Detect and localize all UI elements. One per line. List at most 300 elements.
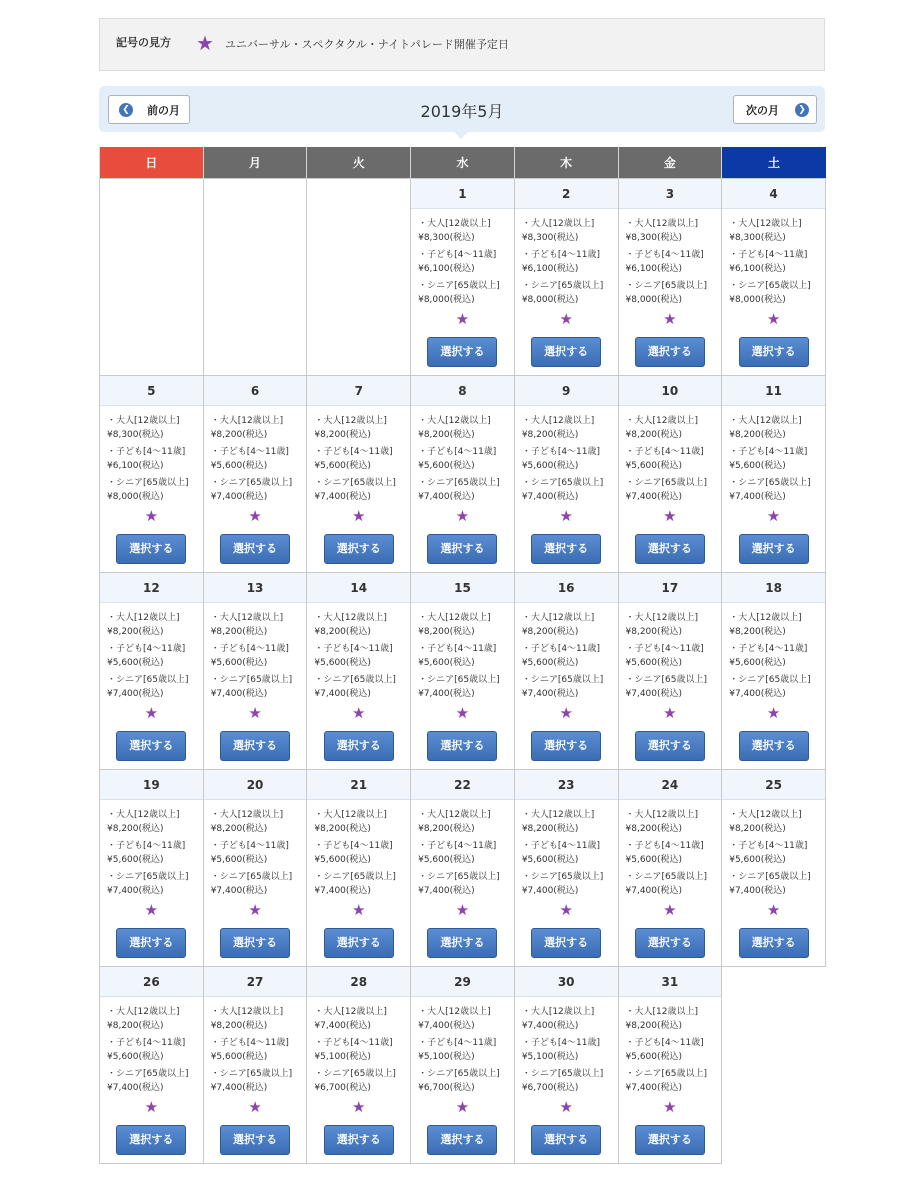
select-date-button[interactable]: 選択する [531,337,601,367]
adult-price-group [211,1005,301,1033]
senior-label: ・シニア[65歳以上] [729,280,811,291]
price-list [515,603,618,701]
adult-price-group [522,217,612,245]
star-icon: ★ [248,1097,262,1116]
senior-price: ¥7,400(税込) [210,491,268,502]
select-date-button[interactable]: 選択する [531,1125,601,1155]
child-price-group [107,445,197,473]
star-icon: ★ [766,506,781,525]
select-date-button[interactable]: 選択する [427,1125,497,1155]
select-date-button[interactable]: 選択する [739,731,809,761]
select-date-button[interactable]: 選択する [635,534,705,564]
day-number: 24 [619,770,722,800]
child-price-group [211,642,301,670]
calendar-week-row [100,572,826,769]
price-list [100,800,203,898]
select-date-button[interactable]: 選択する [116,1125,186,1155]
day-cell [100,375,204,572]
price-list [722,603,825,701]
select-date-button[interactable]: 選択する [531,731,601,761]
senior-price: ¥6,700(税込) [418,1082,475,1093]
adult-price-group [522,1005,612,1033]
star-icon: ★ [559,703,573,722]
calendar-table [99,147,826,1164]
adult-price: ¥8,300(税込) [729,232,786,243]
child-price-group [211,839,301,867]
child-price-group [522,1036,612,1064]
day-cell [722,572,826,769]
select-date-button[interactable]: 選択する [635,337,705,367]
price-list [307,406,410,504]
child-price: ¥6,100(税込) [107,460,164,471]
adult-price-group [626,217,716,245]
day-cell [722,375,826,572]
star-icon: ★ [455,900,470,919]
adult-label: ・大人[12歳以上] [521,415,595,426]
child-price: ¥5,600(税込) [729,854,786,865]
child-price-group [418,839,508,867]
child-price: ¥5,600(税込) [107,1051,164,1062]
day-cell [307,572,411,769]
senior-price-group [418,870,508,898]
adult-price: ¥8,300(税込) [418,232,475,243]
day-number: 21 [307,770,410,800]
star-icon: ★ [248,506,262,525]
next-month-button[interactable] [733,95,817,124]
adult-price-group [418,217,508,245]
select-date-button[interactable]: 選択する [116,928,186,958]
day-number: 4 [722,179,825,209]
adult-price: ¥7,400(税込) [314,1020,371,1031]
adult-price-group [626,808,716,836]
select-date-button[interactable]: 選択する [427,337,497,367]
adult-label: ・大人[12歳以上] [418,415,491,426]
child-price-group [729,445,819,473]
select-date-button[interactable]: 選択する [116,534,186,564]
senior-label: ・シニア[65歳以上] [107,477,189,488]
day-cell [514,375,618,572]
senior-price: ¥6,700(税込) [521,1082,579,1093]
adult-price-group [522,414,612,442]
price-list [619,406,722,504]
day-number: 20 [204,770,307,800]
adult-price-group [418,414,508,442]
senior-price-group [729,476,819,504]
senior-price-group [626,1067,716,1095]
child-price: ¥5,600(税込) [625,854,683,865]
day-cell [203,572,307,769]
month-navigation [99,86,825,132]
select-date-button[interactable]: 選択する [324,1125,394,1155]
senior-price-group [626,279,716,307]
day-number: 7 [307,376,410,406]
day-number: 26 [100,967,203,997]
day-cell [307,769,411,966]
adult-label: ・大人[12歳以上] [314,809,387,820]
senior-price: ¥8,000(税込) [521,294,579,305]
senior-label: ・シニア[65歳以上] [729,477,811,488]
star-icon: ★ [352,1097,366,1116]
day-number: 22 [411,770,514,800]
price-list [204,800,307,898]
star-icon: ★ [352,900,366,919]
senior-label: ・シニア[65歳以上] [521,1068,604,1079]
senior-label: ・シニア[65歳以上] [418,280,500,291]
child-price: ¥5,100(税込) [521,1051,579,1062]
weekday-header-row [100,147,826,178]
child-price-group [314,642,404,670]
senior-price: ¥7,400(税込) [418,885,475,896]
senior-label: ・シニア[65歳以上] [521,674,604,685]
price-list [411,406,514,504]
price-list [307,997,410,1095]
calendar-week-row [100,375,826,572]
senior-label: ・シニア[65歳以上] [210,871,293,882]
senior-price: ¥7,400(税込) [314,491,371,502]
adult-price-group [626,611,716,639]
price-list [722,800,825,898]
price-list [307,800,410,898]
star-icon: ★ [144,900,159,919]
senior-label: ・シニア[65歳以上] [625,1068,707,1079]
price-list [307,603,410,701]
child-price: ¥5,600(税込) [107,657,164,668]
senior-label: ・シニア[65歳以上] [625,280,707,291]
price-list [411,800,514,898]
select-date-button[interactable]: 選択する [220,534,290,564]
day-cell [411,572,515,769]
child-price-group [522,642,612,670]
adult-price-group [107,414,197,442]
adult-price: ¥7,400(税込) [418,1020,475,1031]
adult-label: ・大人[12歳以上] [314,415,387,426]
next-month-label: 次の月 [746,103,779,117]
day-number: 12 [100,573,203,603]
select-date-button[interactable]: 選択する [531,928,601,958]
child-price: ¥6,100(税込) [729,263,786,274]
day-cell [722,769,826,966]
star-icon: ★ [559,900,573,919]
child-price-group [418,445,508,473]
star-icon: ★ [559,309,573,328]
select-date-button[interactable]: 選択する [635,928,705,958]
price-list [204,603,307,701]
adult-price-group [314,611,404,639]
empty-day-cell [100,178,204,375]
day-number: 2 [515,179,618,209]
star-icon: ★ [455,506,470,525]
star-icon: ★ [559,1097,573,1116]
star-icon: ★ [352,703,366,722]
day-number: 17 [619,573,722,603]
star-icon: ★ [663,703,677,722]
child-price: ¥5,600(税込) [521,657,579,668]
select-date-button[interactable]: 選択する [220,1125,290,1155]
child-price: ¥5,600(税込) [729,657,786,668]
price-list [515,209,618,307]
senior-price-group [626,476,716,504]
adult-price: ¥8,200(税込) [107,1020,164,1031]
child-label: ・子ども[4～11歳] [418,446,497,457]
adult-label: ・大人[12歳以上] [314,612,387,623]
child-label: ・子ども[4～11歳] [314,643,393,654]
star-icon: ★ [766,900,781,919]
senior-price-group [522,673,612,701]
adult-label: ・大人[12歳以上] [314,1006,387,1017]
weekday-tue: 火 [307,147,411,178]
adult-price-group [314,414,404,442]
day-cell [100,572,204,769]
senior-label: ・シニア[65歳以上] [210,1068,293,1079]
select-date-button[interactable]: 選択する [739,534,809,564]
adult-label: ・大人[12歳以上] [729,612,802,623]
senior-label: ・シニア[65歳以上] [729,871,811,882]
day-cell [514,966,618,1163]
senior-label: ・シニア[65歳以上] [107,871,189,882]
adult-price: ¥8,200(税込) [210,1020,268,1031]
select-date-button[interactable]: 選択する [220,928,290,958]
legend-box [99,18,825,71]
child-price: ¥5,600(税込) [418,460,475,471]
senior-price-group [729,673,819,701]
adult-label: ・大人[12歳以上] [107,612,180,623]
empty-day-cell [307,178,411,375]
child-price-group [211,445,301,473]
senior-price-group [522,476,612,504]
select-date-button[interactable]: 選択する [324,731,394,761]
price-list [204,406,307,504]
child-price-group [729,839,819,867]
star-icon: ★ [663,309,677,328]
select-date-button[interactable]: 選択する [739,337,809,367]
senior-label: ・シニア[65歳以上] [418,674,500,685]
weekday-wed: 水 [411,147,515,178]
day-number: 14 [307,573,410,603]
adult-price: ¥8,200(税込) [729,626,786,637]
select-date-button[interactable]: 選択する [531,534,601,564]
adult-price: ¥8,200(税込) [314,823,371,834]
day-number: 16 [515,573,618,603]
senior-price-group [418,279,508,307]
senior-price: ¥7,400(税込) [521,491,579,502]
senior-price-group [107,1067,197,1095]
star-icon: ★ [144,703,159,722]
adult-price: ¥8,200(税込) [314,429,371,440]
child-price: ¥6,100(税込) [521,263,579,274]
adult-price: ¥8,200(税込) [314,626,371,637]
adult-price: ¥7,400(税込) [521,1020,579,1031]
price-list [100,997,203,1095]
senior-label: ・シニア[65歳以上] [625,477,707,488]
day-number: 8 [411,376,514,406]
month-title: 2019年5月 [420,102,504,121]
adult-label: ・大人[12歳以上] [210,415,284,426]
child-price-group [522,445,612,473]
day-number: 9 [515,376,618,406]
day-number: 30 [515,967,618,997]
adult-label: ・大人[12歳以上] [107,415,180,426]
adult-label: ・大人[12歳以上] [107,1006,180,1017]
select-date-button[interactable]: 選択する [635,1125,705,1155]
select-date-button[interactable]: 選択する [116,731,186,761]
child-label: ・子ども[4～11歳] [521,840,601,851]
senior-price-group [314,673,404,701]
child-price: ¥5,100(税込) [418,1051,475,1062]
senior-price: ¥8,000(税込) [729,294,786,305]
senior-price: ¥8,000(税込) [625,294,683,305]
child-price: ¥6,100(税込) [418,263,475,274]
adult-price-group [418,808,508,836]
senior-label: ・シニア[65歳以上] [210,477,293,488]
legend-title: 記号の見方 [116,36,171,49]
calendar-week-row [100,769,826,966]
child-price: ¥5,600(税込) [210,460,268,471]
senior-price: ¥7,400(税込) [625,688,683,699]
senior-price-group [107,870,197,898]
day-cell [618,769,722,966]
child-label: ・子ども[4～11歳] [521,446,601,457]
adult-label: ・大人[12歳以上] [625,612,698,623]
child-price-group [626,839,716,867]
senior-price-group [626,673,716,701]
adult-label: ・大人[12歳以上] [729,218,802,229]
select-date-button[interactable]: 選択する [635,731,705,761]
senior-price: ¥7,400(税込) [521,688,579,699]
senior-price-group [418,476,508,504]
day-number: 5 [100,376,203,406]
chevron-right-icon: ❯ [795,103,809,117]
adult-price: ¥8,200(税込) [729,823,786,834]
adult-price: ¥8,300(税込) [521,232,579,243]
price-list [411,603,514,701]
child-label: ・子ども[4～11歳] [210,1037,289,1048]
day-cell [618,375,722,572]
child-price-group [314,445,404,473]
child-price-group [626,248,716,276]
day-cell [100,769,204,966]
day-cell [203,375,307,572]
star-icon: ★ [352,506,366,525]
adult-price: ¥8,200(税込) [625,429,683,440]
senior-label: ・シニア[65歳以上] [625,674,707,685]
adult-price-group [314,1005,404,1033]
day-cell [514,769,618,966]
select-date-button[interactable]: 選択する [220,731,290,761]
adult-price-group [729,414,819,442]
adult-price-group [107,611,197,639]
child-price: ¥5,600(税込) [625,1051,683,1062]
prev-month-label: 前の月 [147,103,180,117]
day-number: 15 [411,573,514,603]
adult-price-group [418,1005,508,1033]
child-label: ・子ども[4～11歳] [625,446,704,457]
day-number: 18 [722,573,825,603]
day-cell [307,375,411,572]
calendar-week-row [100,966,826,1163]
select-date-button[interactable]: 選択する [427,731,497,761]
adult-label: ・大人[12歳以上] [418,809,491,820]
adult-price-group [107,808,197,836]
adult-price-group [729,217,819,245]
select-date-button[interactable]: 選択する [324,534,394,564]
adult-label: ・大人[12歳以上] [625,218,698,229]
child-price-group [418,248,508,276]
child-label: ・子ども[4～11歳] [418,249,497,260]
senior-price: ¥8,000(税込) [418,294,475,305]
select-date-button[interactable]: 選択する [739,928,809,958]
day-number: 11 [722,376,825,406]
adult-label: ・大人[12歳以上] [418,218,491,229]
senior-price: ¥7,400(税込) [418,491,475,502]
star-icon: ★ [196,31,214,55]
child-price: ¥5,600(税込) [625,460,683,471]
price-list [619,603,722,701]
child-label: ・子ども[4～11歳] [107,643,186,654]
child-price-group [626,642,716,670]
child-label: ・子ども[4～11歳] [729,840,808,851]
senior-label: ・シニア[65歳以上] [521,871,604,882]
senior-price-group [107,673,197,701]
adult-label: ・大人[12歳以上] [729,415,802,426]
adult-label: ・大人[12歳以上] [521,612,595,623]
empty-day-cell [722,966,826,1163]
child-price-group [107,1036,197,1064]
senior-label: ・シニア[65歳以上] [418,871,500,882]
senior-price-group [729,870,819,898]
senior-label: ・シニア[65歳以上] [521,477,604,488]
adult-price-group [211,808,301,836]
adult-price: ¥8,300(税込) [625,232,683,243]
calendar-body [100,178,826,1163]
child-price: ¥5,600(税込) [210,854,268,865]
star-icon: ★ [455,1097,470,1116]
senior-label: ・シニア[65歳以上] [314,871,396,882]
star-icon: ★ [248,900,262,919]
child-label: ・子ども[4～11歳] [625,840,704,851]
senior-label: ・シニア[65歳以上] [418,1068,500,1079]
child-price: ¥6,100(税込) [625,263,683,274]
price-list [204,997,307,1095]
senior-price: ¥7,400(税込) [418,688,475,699]
senior-label: ・シニア[65歳以上] [107,674,189,685]
adult-price: ¥8,200(税込) [521,823,579,834]
senior-price-group [107,476,197,504]
senior-price-group [211,1067,301,1095]
adult-label: ・大人[12歳以上] [107,809,180,820]
adult-label: ・大人[12歳以上] [418,612,491,623]
senior-price: ¥7,400(税込) [314,688,371,699]
day-number: 3 [619,179,722,209]
day-number: 29 [411,967,514,997]
adult-label: ・大人[12歳以上] [625,415,698,426]
child-label: ・子ども[4～11歳] [418,840,497,851]
price-list [722,209,825,307]
select-date-button[interactable]: 選択する [427,534,497,564]
child-price-group [626,1036,716,1064]
select-date-button[interactable]: 選択する [427,928,497,958]
select-date-button[interactable]: 選択する [324,928,394,958]
child-label: ・子ども[4～11歳] [521,1037,601,1048]
adult-price: ¥8,200(税込) [521,626,579,637]
senior-price-group [522,870,612,898]
child-label: ・子ども[4～11歳] [107,446,186,457]
child-label: ・子ども[4～11歳] [729,249,808,260]
adult-price-group [211,611,301,639]
star-icon: ★ [663,1097,677,1116]
senior-label: ・シニア[65歳以上] [729,674,811,685]
month-pointer [454,132,468,139]
child-price-group [314,1036,404,1064]
